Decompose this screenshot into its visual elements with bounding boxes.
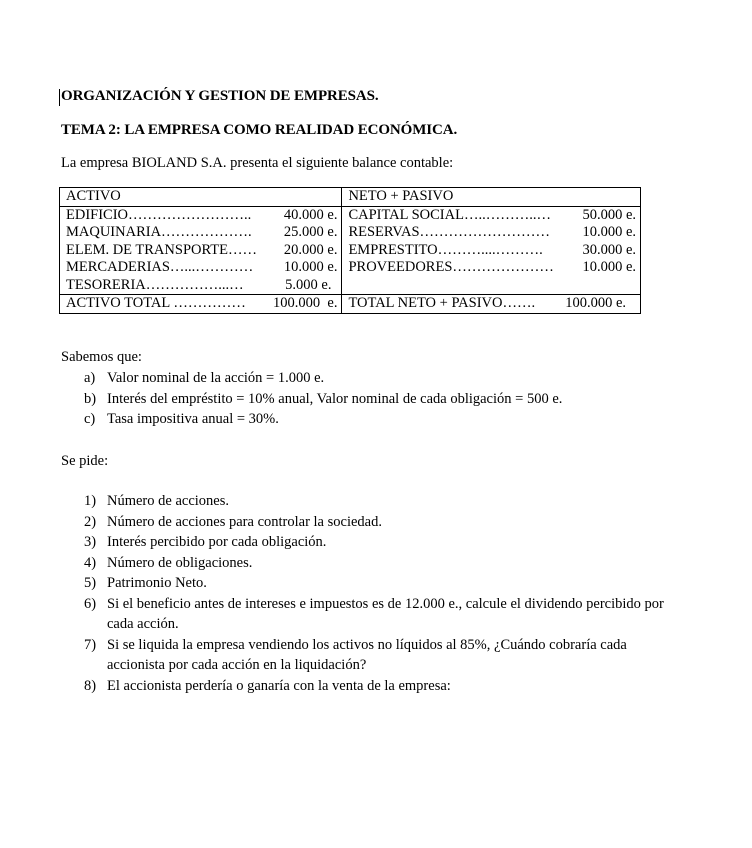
text-cursor [59, 89, 60, 106]
pasivo-total-line [348, 295, 636, 313]
list-marker: b) [84, 390, 97, 407]
intro-paragraph: La empresa BIOLAND S.A. presenta el siguiente balance contable: [61, 155, 454, 171]
activo-total-label: ACTIVO TOTAL …………… [66, 295, 246, 311]
asked-heading: Se pide: [61, 453, 109, 469]
pasivo-total-label: TOTAL NETO + PASIVO……. [348, 295, 536, 311]
pasivo-row-value: 10.000 e. [582, 259, 636, 275]
activo-row [66, 207, 337, 225]
list-item-text: Si el beneficio antes de intereses e impuestos es de 12.000 e., calcule el dividendo percibido por cada acción. [107, 595, 664, 632]
list-marker: 2) [84, 513, 97, 530]
balance-header-row [60, 188, 641, 207]
list-marker: 6) [84, 595, 97, 612]
pasivo-total-value: 100.000 e. [565, 295, 626, 311]
list-marker: 1) [84, 493, 97, 509]
pasivo-row-label: PROVEEDORES………………… [348, 259, 554, 275]
activo-row-value: 25.000 e. [283, 224, 338, 240]
list-item [84, 409, 687, 430]
activo-header: ACTIVO [60, 188, 342, 207]
activo-row-label: ELEM. DE TRANSPORTE…… [66, 241, 257, 258]
list-item [84, 532, 687, 553]
activo-row-label: MERCADERIAS…...………… [66, 259, 254, 275]
list-item-text: Tasa impositiva anual = 30%. [107, 411, 279, 427]
list-item-text: Número de obligaciones. [107, 554, 253, 571]
list-item [84, 635, 687, 676]
pasivo-row-label: EMPRESTITO………....………. [348, 241, 543, 258]
document-title: ORGANIZACIÓN Y GESTION DE EMPRESAS. [61, 88, 379, 104]
activo-row-value: 10.000 e. [283, 259, 338, 275]
pasivo-row-value: 30.000 e. [582, 241, 636, 258]
list-marker: 5) [84, 575, 97, 591]
activo-total-cell [60, 295, 342, 314]
list-item [84, 676, 687, 697]
list-item [84, 573, 687, 594]
list-marker: c) [84, 411, 96, 427]
pasivo-column [342, 206, 641, 295]
list-item [84, 389, 687, 410]
list-marker: a) [84, 370, 96, 386]
activo-row-label: EDIFICIO…………………….. [66, 206, 252, 223]
list-item-text: Número de acciones. [107, 493, 229, 509]
list-item-text: Si se liquida la empresa vendiendo los activos no líquidos al 85%, ¿Cuándo cobraría cada accionista por cada acción en la liquidación? [107, 636, 627, 673]
list-item [84, 512, 687, 533]
activo-total-line [66, 295, 337, 313]
activo-row [66, 259, 337, 277]
activo-column [60, 206, 342, 295]
known-heading: Sabemos que: [61, 349, 142, 365]
document-subtitle: TEMA 2: LA EMPRESA COMO REALIDAD ECONÓMICA. [61, 122, 458, 138]
activo-total-value: 100.000 e. [273, 295, 338, 311]
list-item-text: Interés percibido por cada obligación. [107, 534, 327, 550]
list-marker: 4) [84, 554, 97, 571]
list-marker: 7) [84, 636, 97, 653]
list-item-text: Valor nominal de la acción = 1.000 e. [107, 370, 325, 386]
pasivo-row [348, 224, 636, 242]
balance-table [59, 187, 641, 314]
activo-row [66, 224, 337, 242]
activo-row [66, 277, 337, 295]
pasivo-row-value: 50.000 e. [582, 206, 636, 223]
list-item-text: Número de acciones para controlar la sociedad. [107, 513, 382, 530]
activo-row-value: 20.000 e. [283, 241, 338, 258]
list-marker: 8) [84, 677, 97, 694]
activo-row-label: TESORERIA……………...… [66, 276, 244, 293]
balance-total-row [60, 295, 641, 314]
list-item-text: El accionista perdería o ganaría con la venta de la empresa: [107, 677, 451, 694]
pasivo-row-label: CAPITAL SOCIAL…..………..… [348, 206, 551, 223]
pasivo-row-value: 10.000 e. [582, 224, 636, 240]
pasivo-row [348, 242, 636, 260]
activo-row [66, 242, 337, 260]
list-marker: 3) [84, 534, 97, 550]
activo-row-label: MAQUINARIA………………. [66, 224, 252, 240]
list-item [84, 368, 687, 389]
balance-body-row [60, 206, 641, 295]
pasivo-row [348, 259, 636, 277]
pasivo-row [348, 207, 636, 225]
list-item-text: Patrimonio Neto. [107, 575, 207, 591]
list-item [84, 553, 687, 574]
pasivo-row-label: RESERVAS……………………… [348, 224, 551, 240]
pasivo-total-cell [342, 295, 641, 314]
list-item [84, 594, 687, 635]
pasivo-header: NETO + PASIVO [342, 188, 641, 207]
activo-row-value: 40.000 e. [283, 206, 338, 223]
activo-row-value: 5.000 e. [285, 276, 332, 293]
known-list [84, 368, 687, 430]
list-item-text: Interés del empréstito = 10% anual, Valor nominal de cada obligación = 500 e. [107, 390, 563, 407]
asked-list [84, 491, 687, 696]
list-item [84, 491, 687, 512]
